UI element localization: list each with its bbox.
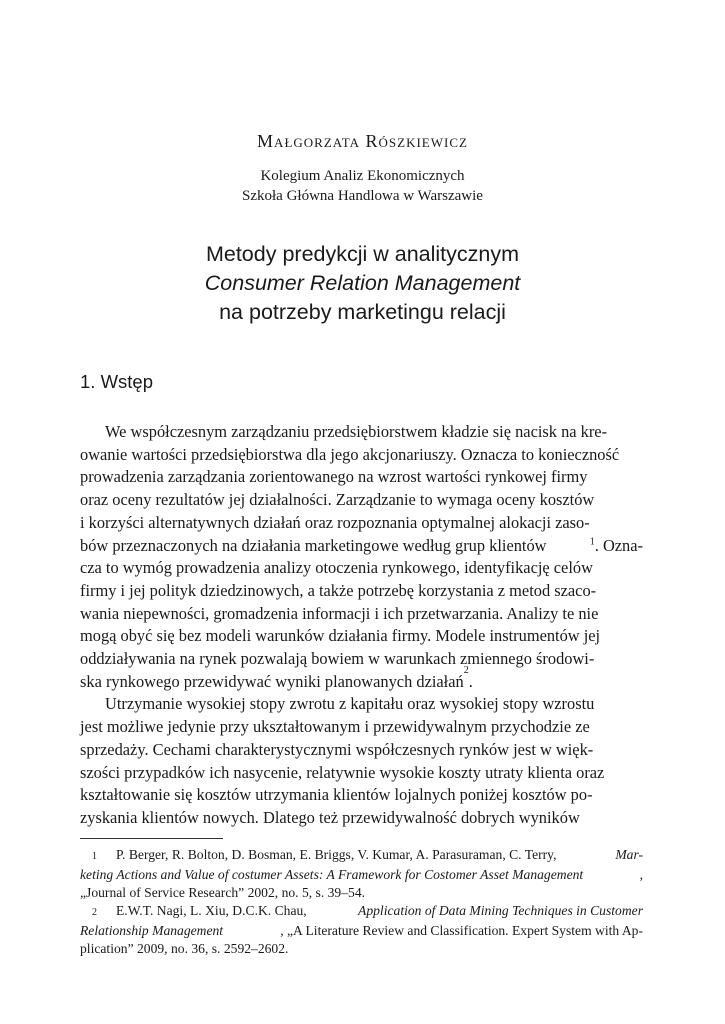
paragraph-line: jest możliwe jedynie przy ukształtowanym i przewidywalnym przychodzie ze <box>80 717 590 737</box>
line-text-end <box>590 535 643 558</box>
affiliation <box>0 166 725 206</box>
line-text: , „A Literature Review and Classification. Expert System with Ap- <box>280 923 643 938</box>
paragraph-line: prowadzenia zarządzania zorientowanego na wzrost wartości rynkowej firmy <box>80 467 588 487</box>
footnote-separator <box>80 838 223 839</box>
footnote-1-line <box>80 846 643 866</box>
paragraph-line: We współczesnym zarządzaniu przedsiębiorstwem kładzie się nacisk na kre- <box>105 422 608 441</box>
title-line-2: Consumer Relation Management <box>204 271 521 295</box>
paragraph-line: kształtowanie się kosztów utrzymania klientów lojalnych poniżej kosztów po- <box>80 785 593 805</box>
line-text: . <box>468 671 473 691</box>
paragraph-line: owanie wartości przedsiębiorstwa dla jego akcjonariuszy. Oznacza to konieczność <box>80 444 620 464</box>
title-line-1: Metody predykcji w analitycznym <box>205 242 520 266</box>
paragraph-line: Utrzymanie wysokiej stopy zwrotu z kapitału oraz wysokiej stopy wzrostu <box>105 694 595 714</box>
paragraph-line: oraz oceny rezultatów jej działalności. Zarządzanie to wymaga oceny kosztów <box>80 490 595 510</box>
footnote-1-line: „Journal of Service Research” 2002, no. 5, s. 39–54. <box>80 885 366 900</box>
line-text: bów przeznaczonych na działania marketingowe według grup klientów <box>80 535 547 555</box>
paragraph-line: szości przypadków ich nasycenie, relatywnie wysokie koszty utraty klienta oraz <box>80 762 605 782</box>
footnote-2-text <box>92 902 310 922</box>
body-text <box>80 421 643 830</box>
affiliation-line-2: Szkoła Główna Handlowa w Warszawie <box>242 188 483 204</box>
paragraph-line: zyskania klientów nowych. Dlatego też przewidywalność dobrych wyników <box>80 807 580 827</box>
title-line-3: na potrzeby marketingu relacji <box>219 300 506 324</box>
paragraph-line: cza to wymóg prowadzenia analizy otoczenia rynkowego, identyfikację celów <box>80 558 593 578</box>
footnote-1-text <box>92 846 560 866</box>
paragraph-line: i korzyści alternatywnych działań oraz rozpoznania optymalnej alokacji zaso- <box>80 512 590 532</box>
line-text: , <box>639 867 643 882</box>
author-name: Małgorzata Rószkiewicz <box>257 131 468 151</box>
line-text: Mar- <box>615 847 643 862</box>
footnote-2-line: plication” 2009, no. 36, s. 2592–2602. <box>80 941 289 956</box>
paragraph-line: firmy i jej polityk dziedzinowych, a także potrzebę korzystania z metod szaco- <box>80 580 597 600</box>
line-text: P. Berger, R. Bolton, D. Bosman, E. Briggs, V. Kumar, A. Parasuraman, C. Terry, <box>116 847 560 862</box>
paragraph-line: wania niepewności, gromadzenia informacji i ich przetwarzania. Analizy te nie <box>80 603 599 623</box>
section-heading: 1. Wstęp <box>80 371 153 392</box>
footnote-ref-2: 2 <box>463 664 469 676</box>
paragraph-line <box>80 664 643 694</box>
line-text: E.W.T. Nagi, L. Xiu, D.C.K. Chau, <box>116 903 311 918</box>
line-text: Application of Data Mining Techniques in Customer <box>358 903 643 918</box>
affiliation-line-1: Kolegium Analiz Ekonomicznych <box>260 168 465 184</box>
paragraph-line: sprzedaży. Cechami charakterystycznymi współczesnych rynków jest w więk- <box>80 739 594 759</box>
line-text: . Ozna- <box>594 535 643 555</box>
article-title <box>0 240 725 327</box>
footnote-number: 2 <box>92 907 97 918</box>
line-text: keting Actions and Value of costumer Assets: A Framework for Costomer Asset Management <box>80 867 584 882</box>
footnotes <box>80 846 643 958</box>
paragraph-line <box>80 535 643 558</box>
line-text: ska rynkowego przewidywać wyniki planowanych działań <box>80 671 464 691</box>
footnote-1-line <box>80 866 643 884</box>
line-text: Relationship Management <box>80 923 224 938</box>
footnote-number: 1 <box>92 851 97 862</box>
paragraph-line: mogą obyć się bez modeli warunków działania firmy. Modele instrumentów jej <box>80 626 601 646</box>
paragraph-line: oddziaływania na rynek pozwalają bowiem w warunkach zmiennego środowi- <box>80 649 595 669</box>
footnote-2-line <box>80 902 643 922</box>
footnote-ref-1: 1 <box>589 536 595 548</box>
footnote-2-line <box>80 922 643 940</box>
